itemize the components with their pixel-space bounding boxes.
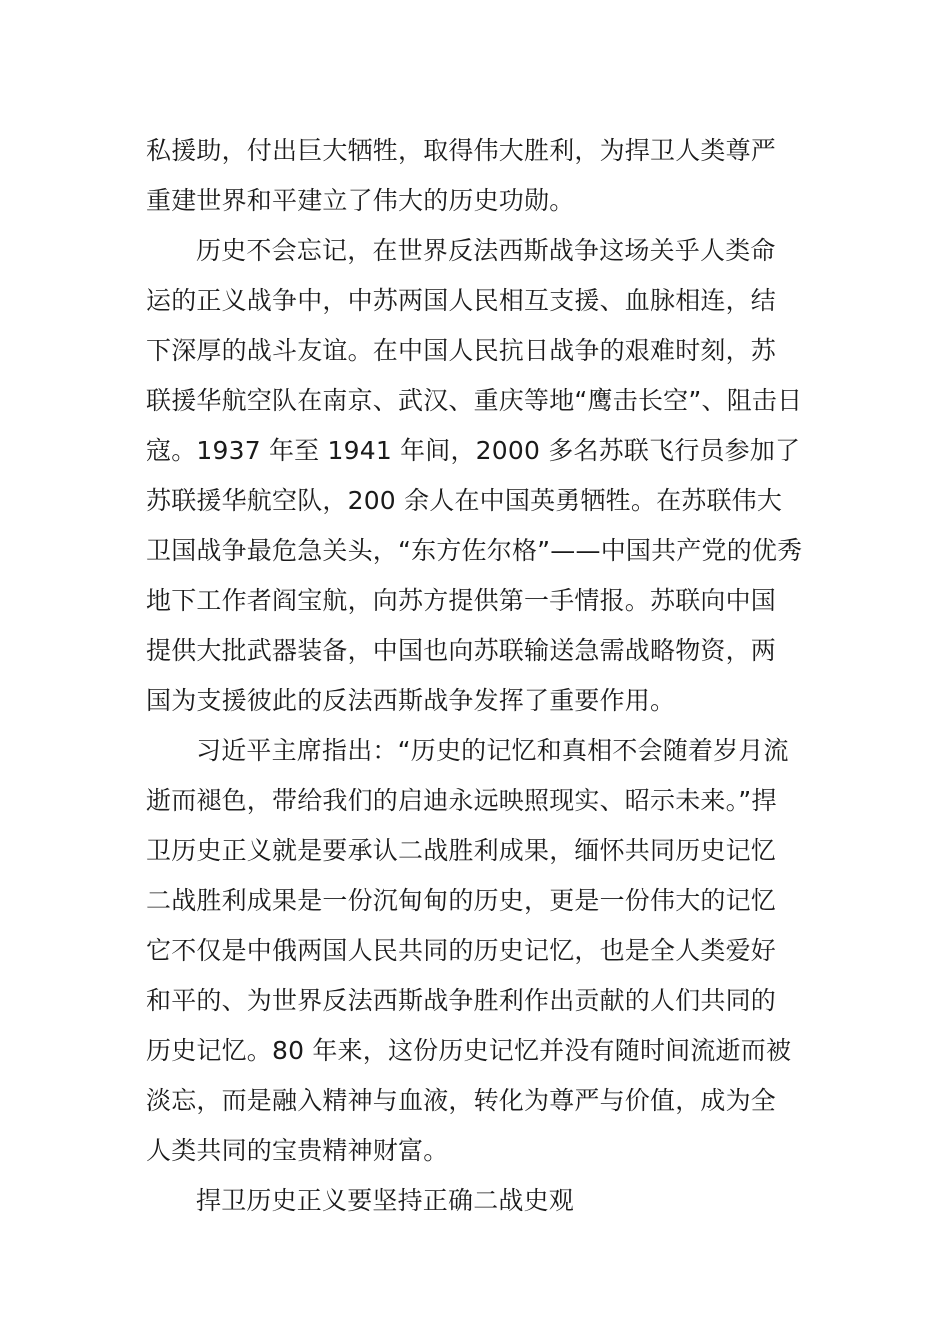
text-line: 苏联援华航空队，200 余人在中国英勇牺牲。在苏联伟大: [146, 486, 783, 515]
text-line: 逝而褪色，带给我们的启迪永远映照现实、昭示未来。”捍: [146, 786, 777, 815]
text-line: 和平的、为世界反法西斯战争胜利作出贡献的人们共同的: [146, 986, 777, 1015]
text-line: 下深厚的战斗友谊。在中国人民抗日战争的艰难时刻，苏: [146, 336, 777, 365]
text-line: 寇。1937 年至 1941 年间，2000 多名苏联飞行员参加了: [146, 436, 801, 465]
paragraph-first-line: 历史不会忘记，在世界反法西斯战争这场关乎人类命: [196, 236, 776, 265]
text-line: 地下工作者阎宝航，向苏方提供第一手情报。苏联向中国: [146, 586, 777, 615]
text-line: 二战胜利成果是一份沉甸甸的历史，更是一份伟大的记忆: [146, 886, 777, 915]
text-line: 它不仅是中俄两国人民共同的历史记忆，也是全人类爱好: [146, 936, 777, 965]
text-line: 卫国战争最危急关头，“东方佐尔格”——中国共产党的优秀: [146, 536, 803, 565]
text-line: 卫历史正义就是要承认二战胜利成果，缅怀共同历史记忆: [146, 836, 777, 865]
text-line: 联援华航空队在南京、武汉、重庆等地“鹰击长空”、阻击日: [146, 386, 803, 415]
text-line: 淡忘，而是融入精神与血液，转化为尊严与价值，成为全: [146, 1086, 777, 1115]
text-line: 私援助，付出巨大牺牲，取得伟大胜利，为捍卫人类尊严: [146, 136, 777, 165]
text-line: 运的正义战争中，中苏两国人民相互支援、血脉相连，结: [146, 286, 777, 315]
text-line: 人类共同的宝贵精神财富。: [146, 1136, 449, 1165]
section-heading: 捍卫历史正义要坚持正确二战史观: [196, 1186, 575, 1215]
text-line: 国为支援彼此的反法西斯战争发挥了重要作用。: [146, 686, 676, 715]
text-line: 重建世界和平建立了伟大的历史功勋。: [146, 186, 575, 215]
text-line: 提供大批武器装备，中国也向苏联输送急需战略物资，两: [146, 636, 777, 665]
paragraph-first-line: 习近平主席指出：“历史的记忆和真相不会随着岁月流: [196, 736, 789, 765]
text-line: 历史记忆。80 年来，这份历史记忆并没有随时间流逝而被: [146, 1036, 792, 1065]
